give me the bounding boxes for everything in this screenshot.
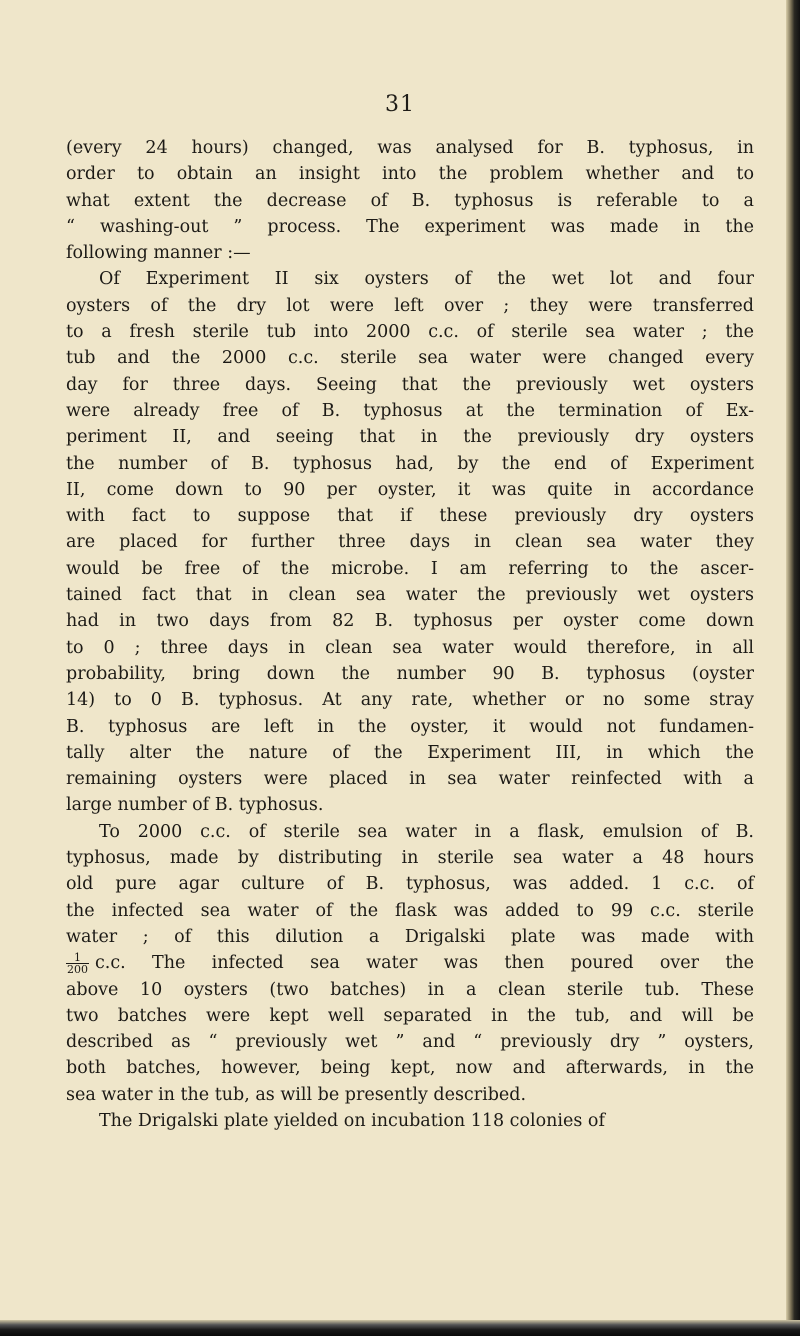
text-line: II, come down to 90 per oyster, it was quite in accordance (66, 479, 754, 500)
fraction-line (66, 950, 754, 976)
text-line: periment II, and seeing that in the previously dry oysters (66, 427, 754, 448)
text-line: tub and the 2000 c.c. sterile sea water were changed every (66, 348, 754, 369)
text-line: typhosus, made by distributing in sterile sea water a 48 hours (66, 848, 754, 869)
body-text (66, 135, 754, 1134)
text-line: the infected sea water of the flask was added to 99 c.c. sterile (66, 900, 754, 921)
text-line: were already free of B. typhosus at the termination of Ex- (66, 400, 754, 421)
fraction-line-text: c.c. The infected sea water was then poured over the (95, 953, 754, 974)
page-edge-bottom (0, 1320, 800, 1336)
text-line: two batches were kept well separated in the tub, and will be (66, 1005, 754, 1026)
text-line: following manner :— (66, 243, 251, 264)
text-line: (every 24 hours) changed, was analysed for B. typhosus, in (66, 138, 754, 158)
text-line: to 0 ; three days in clean sea water would therefore, in all (66, 637, 754, 658)
text-line: large number of B. typhosus. (66, 795, 324, 816)
text-line: water ; of this dilution a Drigalski plate was made with (66, 926, 754, 947)
text-line: 14) to 0 B. typhosus. At any rate, whether or no some stray (66, 690, 754, 711)
text-line: old pure agar culture of B. typhosus, was added. 1 c.c. of (66, 874, 754, 895)
page-number: 31 (385, 92, 415, 117)
fraction-denominator: 200 (67, 962, 88, 976)
text-line: are placed for further three days in clean sea water they (66, 532, 754, 553)
fraction-numerator: 1 (66, 952, 89, 964)
text-line: remaining oysters were placed in sea water reinfected with a (66, 769, 754, 790)
text-line: would be free of the microbe. I am referring to the ascer- (66, 558, 754, 579)
text-line: “ washing-out ” process. The experiment was made in the (66, 216, 754, 237)
text-line: with fact to suppose that if these previously dry oysters (66, 506, 754, 527)
text-line: above 10 oysters (two batches) in a clean sterile tub. These (66, 979, 754, 1000)
text-line: B. typhosus are left in the oyster, it would not fundamen- (66, 716, 754, 737)
page-edge-right (786, 0, 800, 1336)
text-line: described as “ previously wet ” and “ previously dry ” oysters, (66, 1032, 754, 1053)
text-line: to a fresh sterile tub into 2000 c.c. of sterile sea water ; the (66, 322, 754, 343)
text-line: both batches, however, being kept, now and afterwards, in the (66, 1058, 754, 1079)
text-line: had in two days from 82 B. typhosus per oyster come down (66, 611, 754, 632)
fraction (66, 952, 89, 975)
paragraph-start-line: Of Experiment II six oysters of the wet lot and four (99, 269, 754, 290)
text-line: oysters of the dry lot were left over ; they were transferred (66, 295, 754, 316)
text-line: tally alter the nature of the Experiment III, in which the (66, 742, 754, 763)
text-line: order to obtain an insight into the problem whether and to (66, 164, 754, 185)
paragraph-start-line: The Drigalski plate yielded on incubation 118 colonies of (99, 1110, 605, 1131)
text-line: probability, bring down the number 90 B. typhosus (oyster (66, 663, 754, 684)
text-line: the number of B. typhosus had, by the end of Experiment (66, 453, 754, 474)
text-line: day for three days. Seeing that the previously wet oysters (66, 374, 754, 395)
text-line: sea water in the tub, as will be presently described. (66, 1084, 527, 1105)
text-line: tained fact that in clean sea water the previously wet oysters (66, 585, 754, 606)
paragraph-start-line: To 2000 c.c. of sterile sea water in a flask, emulsion of B. (99, 821, 754, 842)
text-line: what extent the decrease of B. typhosus is referable to a (66, 190, 754, 211)
